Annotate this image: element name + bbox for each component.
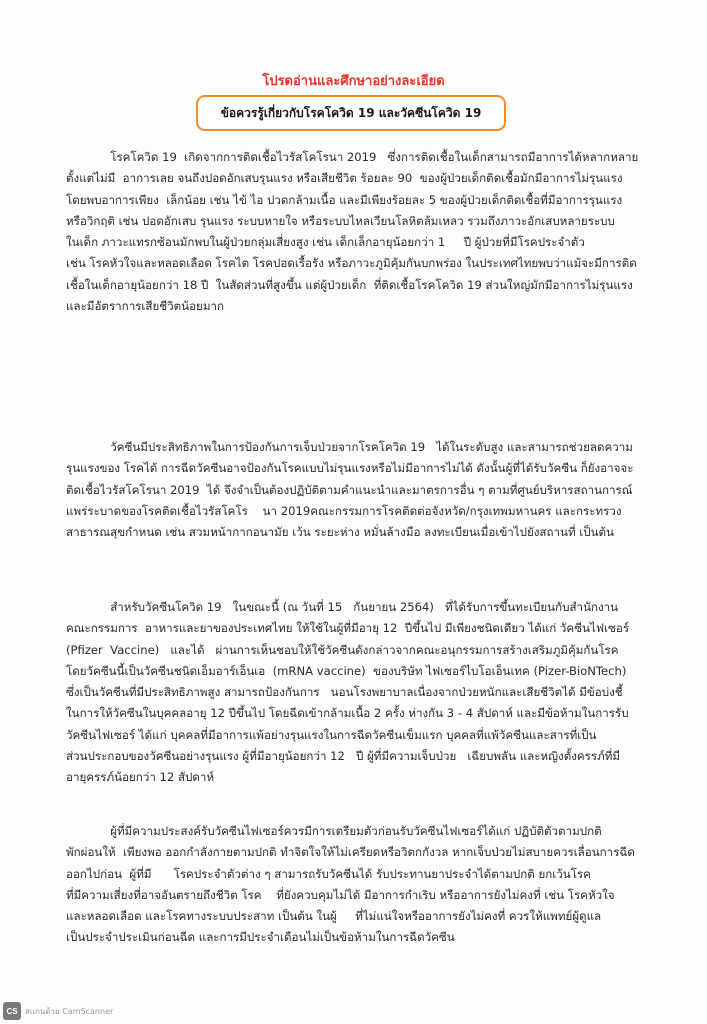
paragraph-preparation <box>66 821 656 949</box>
paragraph-covid-disease <box>66 147 656 317</box>
paragraph-line: คณะกรรมการ อาหารและยาของประเทศไทย ให้ใช้ในผู้ที่มีอายุ 12 ปีขึ้นไป มีเพียงชนิดเดียว ได้แก่ วัคซีนไฟเซอร์ <box>66 621 630 636</box>
paragraph-line: เชื้อในเด็กอายุน้อยกว่า 18 ปี ในสัดส่วนที่สูงขึ้น แต่ผู้ป่วยเด็ก ที่ติดเชื้อโรคโควิด 19 ส่วนใหญ่มักมีอาการไม่รุนแรง <box>66 277 633 292</box>
paragraph-line: โดยพบอาการเพียง เล็กน้อย เช่น ไข้ ไอ ปวดกล้ามเนื้อ และมีเพียงร้อยละ 5 ของผู้ป่วยเด็กติดเชื้อที่มีอาการรุนแรง <box>66 192 623 207</box>
paragraph-line: ในการให้วัคซีนในบุคคลอายุ 12 ปีขึ้นไป โดยฉีดเข้ากล้ามเนื้อ 2 ครั้ง ห่างกัน 3 - 4 สัปดาห์ และมีข้อห้ามในการรับ <box>66 706 629 721</box>
paragraph-line: เป็นประจำประเมินก่อนฉีด และการมีประจำเดือนไม่เป็นข้อห้ามในการฉีดวัคซีน <box>66 930 455 945</box>
camscanner-logo-icon: CS <box>3 1002 21 1020</box>
paragraph-line: ติดเชื้อไวรัสโคโรนา 2019 ได้ จึงจำเป็นต้องปฏิบัติตามคำแนะนำและมาตรการอื่น ๆ ตามที่ศูนย์บริหารสถานการณ์ <box>66 482 633 497</box>
paragraph-line: เช่น โรคหัวใจและหลอดเลือด โรคไต โรคปอดเรื้อรัง หรือภาวะภูมิคุ้มกันบกพร่อง ในประเทศไทยพบว่าแม้จะมีการติด <box>66 256 637 271</box>
paragraph-line: ที่มีความเสี่ยงที่อาจอันตรายถึงชีวิต โรค ที่ยังควบคุมไม่ได้ มีอาการกำเริบ หรืออาการยังไม่คงที่ เช่น โรคหัวใจ <box>66 887 615 902</box>
document-title-box <box>196 95 506 131</box>
paragraph-line: แพร่ระบาดของโรคติดเชื้อไวรัสโคโร นา 2019คณะกรรมการโรคติดต่อจังหวัด/กรุงเทพมหานคร และกระทรวง <box>66 503 622 518</box>
paragraph-line: สำหรับวัคซีนโควิด 19 ในขณะนี้ (ณ วันที่ 15 กันยายน 2564) ที่ได้รับการขึ้นทะเบียนกับสำนักงาน <box>66 600 619 614</box>
paragraph-line: พักผ่อนให้ เพียงพอ ออกกำลังกายตามปกติ ทำจิตใจให้ไม่เครียดหรือวิตกกังวล หากเจ็บป่วยไม่สบายควรเลื่อนการฉีด <box>66 845 635 860</box>
paragraph-line: รุนแรงของ โรคได้ การฉีดวัคซีนอาจป้องกันโรคแบบไม่รุนแรงหรือไม่มีอาการไม่ได้ ดังนั้นผู้ที่ได้รับวัคซีน ก็ยังอาจจะ <box>66 461 634 476</box>
paragraph-line: ส่วนประกอบของวัคซีนอย่างรุนแรง ผู้ที่มีอายุน้อยกว่า 12 ปี ผู้ที่มีความเจ็บป่วย เฉียบพลัน และหญิงตั้งครรภ์ที่มี <box>66 749 621 764</box>
paragraph-line: โดยวัคซีนนี้เป็นวัคซีนชนิดเอ็มอาร์เอ็นเอ (mRNA vaccine) ของบริษัท ไฟเซอร์ไบโอเอ็นเทค (Pizer-BioNTech) <box>66 663 627 678</box>
paragraph-line: ออกไปก่อน ผู้ที่มี โรคประจำตัวต่าง ๆ สามารถรับวัคซีนได้ รับประทานยาประจำได้ตามปกติ ยกเว้นโรค <box>66 866 591 881</box>
paragraph-line: อายุครรภ์น้อยกว่า 12 สัปดาห์ <box>66 770 215 785</box>
scanner-footer <box>3 1002 113 1020</box>
paragraph-line: ผู้ที่มีความประสงค์รับวัคซีนไฟเซอร์ควรมีการเตรียมตัวก่อนรับวัคซีนไฟเซอร์ได้แก่ ปฏิบัติตัวตามปกติ <box>66 824 602 838</box>
document-title: ข้อควรรู้เกี่ยวกับโรคโควิด 19 และวัคซีนโควิด 19 <box>220 105 482 120</box>
paragraph-line: โรคโควิด 19 เกิดจากการติดเชื้อไวรัสโคโรนา 2019 ซึ่งการติดเชื้อในเด็กสามารถมีอาการได้หลากหลาย <box>66 150 639 164</box>
paragraph-vaccine-efficacy <box>66 437 656 543</box>
paragraph-line: และมีอัตราการเสียชีวิตน้อยมาก <box>66 299 225 314</box>
paragraph-line: หรือวิกฤติ เช่น ปอดอักเสบ รุนแรง ระบบหายใจ หรือระบบไหลเวียนโลหิตล้มเหลว รวมถึงภาวะอักเสบหลายระบบ <box>66 213 615 228</box>
paragraph-line: ในเด็ก ภาวะแทรกซ้อนมักพบในผู้ป่วยกลุ่มเสี่ยงสูง เช่น เด็กเล็กอายุน้อยกว่า 1 ปี ผู้ป่วยที่มีโรคประจำตัว <box>66 235 585 250</box>
document-heading: โปรดอ่านและศึกษาอย่างละเอียด <box>262 74 445 89</box>
paragraph-pfizer-vaccine <box>66 597 656 789</box>
paragraph-line: สาธารณสุขกำหนด เช่น สวมหน้ากากอนามัย เว้น ระยะห่าง หมั่นล้างมือ ลงทะเบียนเมื่อเข้าไปยังสถานที่ เป็นต้น <box>66 525 614 540</box>
paragraph-line: วัคซีนมีประสิทธิภาพในการป้องกันการเจ็บป่วยจากโรคโควิด 19 ได้ในระดับสูง และสามารถช่วยลดความ <box>66 440 633 454</box>
paragraph-line: (Pfizer Vaccine) และได้ ผ่านการเห็นชอบให้ใช้วัคซีนดังกล่าวจากคณะอนุกรรมการสร้างเสริมภูมิคุ้มกันโรค <box>66 642 619 657</box>
scanner-watermark-text: สแกนด้วย CamScanner <box>25 1006 114 1016</box>
paragraph-line: และหลอดเลือด และโรคทางระบบประสาท เป็นต้น ในผู้ ที่ไม่แน่ใจหรืออาการยังไม่คงที่ ควรให้แพทย์ผู้ดูแล <box>66 909 602 924</box>
paragraph-line: ซึ่งเป็นวัคซีนที่มีประสิทธิภาพสูง สามารถป้องกันการ นอนโรงพยาบาลเนื่องจากป่วยหนักและเสียชีวิตได้ มีข้อบ่งชี้ <box>66 685 623 700</box>
paragraph-line: วัคซีนไฟเซอร์ ได้แก่ บุคคลที่มีอาการแพ้อย่างรุนแรงในการฉีดวัคซีนเข็มแรก บุคคลที่แพ้วัคซีนและสารที่เป็น <box>66 727 597 742</box>
paragraph-line: ตั้งแต่ไม่มี อาการเลย จนถึงปอดอักเสบรุนแรง หรือเสียชีวิต ร้อยละ 90 ของผู้ป่วยเด็กติดเชื้อมักมีอาการไม่รุนแรง <box>66 171 623 186</box>
